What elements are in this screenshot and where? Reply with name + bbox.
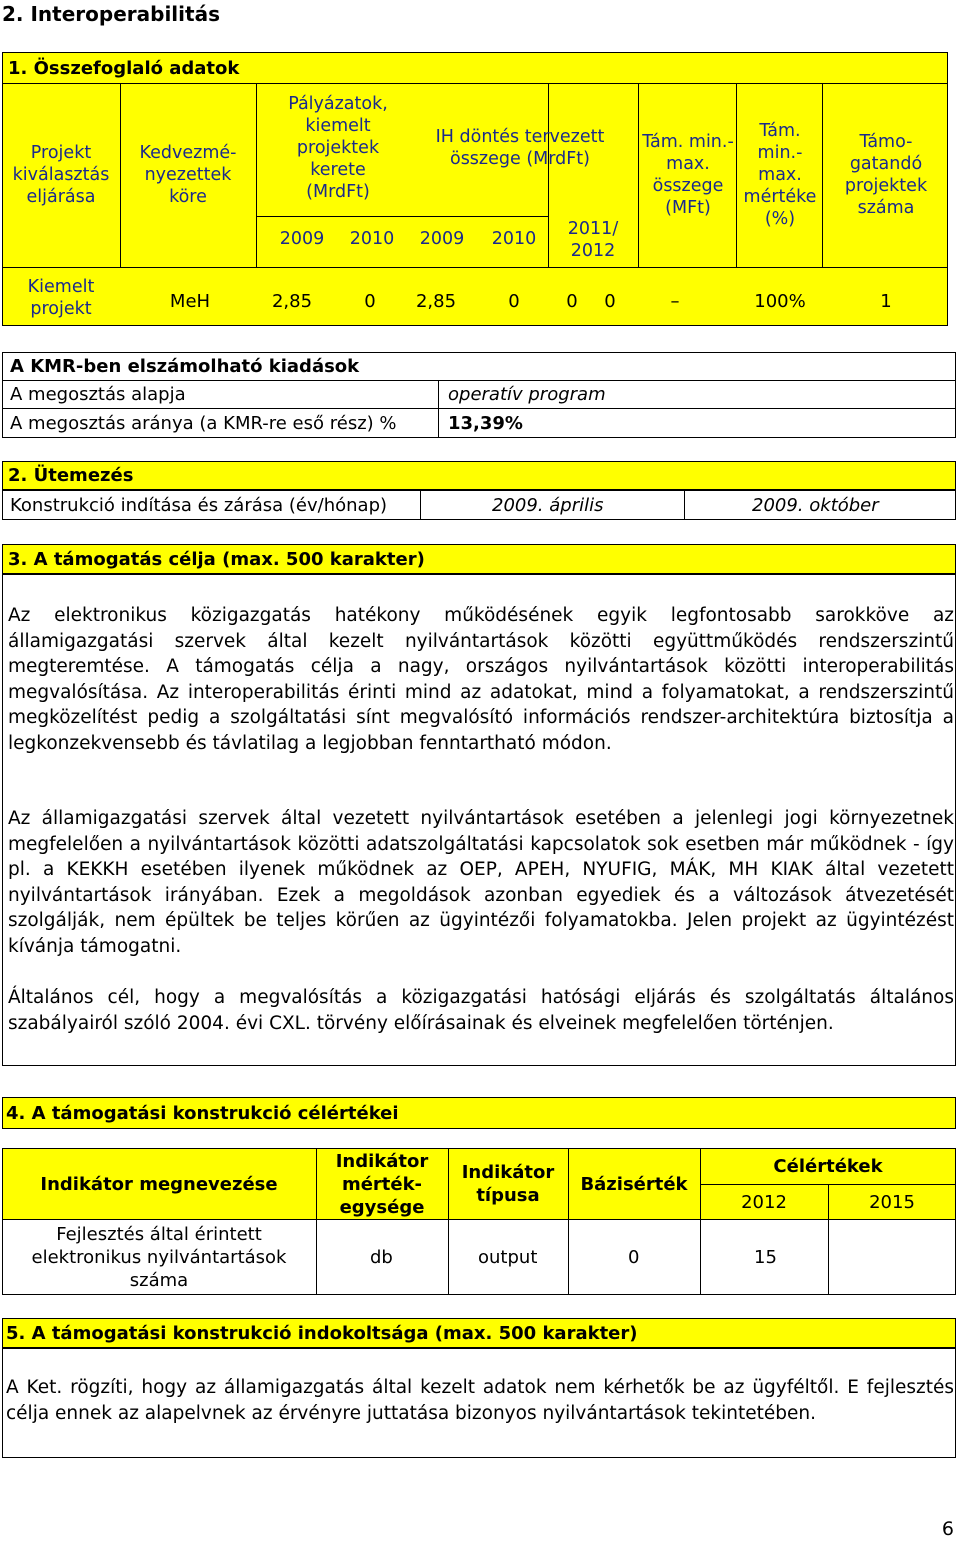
kmr-ratio-value: 13,39% <box>448 412 523 434</box>
kmr-basis-label: A megosztás alapja <box>10 383 186 405</box>
year-frame-2010: 2010 <box>349 229 395 249</box>
row-value-frame-2010: 0 <box>364 290 376 312</box>
kmr-basis-value: operatív program <box>448 383 606 405</box>
kmr-ratio-label: A megosztás aránya (a KMR-re eső rész) % <box>10 412 397 434</box>
page-number: 6 <box>941 1518 954 1540</box>
justification-text: A Ket. rögzíti, hogy az államigazgatás által kezelt adatok nem kérhetők be az ügyféltől. E fejlesztés célja ennek az alapelvnek az érvényre juttatása bizonyos nyilvántartások tekintetében. <box>6 1377 954 1424</box>
header-support-amount: Tám. min.- max. összege (MFt) <box>642 132 734 218</box>
indicator-base-header: Bázisérték <box>580 1173 688 1195</box>
row-rate: 100% <box>754 290 806 312</box>
justification-heading: 5. A támogatási konstrukció indokoltsága (max. 500 karakter) <box>6 1322 638 1344</box>
indicator-row-target-2012: 15 <box>754 1246 777 1268</box>
row-value-frame-2009: 2,85 <box>271 290 313 312</box>
indicator-type-header: Indikátor típusa <box>461 1162 555 1206</box>
goal-heading: 3. A támogatás célja (max. 500 karakter) <box>8 548 425 570</box>
schedule-label: Konstrukció indítása és zárása (év/hónap) <box>10 494 388 516</box>
schedule-start: 2009. április <box>492 494 604 516</box>
row-amount: – <box>670 290 680 312</box>
indicators-heading: 4. A támogatási konstrukció célértékei <box>6 1102 399 1124</box>
goal-paragraph-2: Az államigazgatási szervek által vezetett nyilvántartások esetében a jelenlegi jogi környezetnek megfelelően a nyilvántartások közötti adatszolgáltatási kapcsolatok sok esetben már működnek - így pl. a KEKKH esetében ilyenek működnek az OEP, APEH, NYUFIG, MÁK, MH KIAK által vezetett nyilvántartások irányában. Ezek a megoldások azonban egyediek és a változások átvezetését szolgálják, nem épültek be teljes körűen az ügyintézői folyamatokba. Jelen projekt az ügyintézést kívánja támogatni. <box>8 808 954 957</box>
year-ih-2011-2012: 2011/ 2012 <box>567 219 619 261</box>
indicator-target-year-2012: 2012 <box>741 1191 787 1213</box>
header-support-rate: Tám. min.- max. mértéke (%) <box>743 121 817 229</box>
indicator-row-base: 0 <box>628 1246 640 1268</box>
year-frame-2009: 2009 <box>279 229 325 249</box>
indicator-name-header: Indikátor megnevezése <box>40 1173 278 1195</box>
schedule-end: 2009. október <box>752 494 879 516</box>
indicator-target-header: Célértékek <box>773 1155 883 1177</box>
header-beneficiaries: Kedvezmé- nyezettek köre <box>139 143 237 207</box>
schedule-heading-bar <box>2 461 956 490</box>
indicator-target-year-2015: 2015 <box>869 1191 915 1213</box>
row-value-ih-2009: 2,85 <box>415 290 457 312</box>
kmr-heading: A KMR-ben elszámolható kiadások <box>10 355 360 377</box>
year-ih-2009: 2009 <box>419 229 465 249</box>
page-title: 2. Interoperabilitás <box>2 2 220 26</box>
goal-paragraph-3: Általános cél, hogy a megvalósítás a közigazgatási hatósági eljárás és szolgáltatás általános szabályairól szóló 2004. évi CXL. törvény előírásainak és elveinek megfelelően történjen. <box>8 987 954 1034</box>
header-project-count: Támo- gatandó projektek száma <box>844 132 928 218</box>
indicator-unit-header: Indikátor mérték- egysége <box>335 1150 429 1218</box>
summary-heading: 1. Összefoglaló adatok <box>8 57 240 79</box>
goal-paragraph-1: Az elektronikus közigazgatás hatékony működésének egyik legfontosabb sarokköve az államigazgatási szervek által kezelt nyilvántartások közötti együttműködés rendszerszintű megteremtése. A támogatás célja a nagy, országos nyilvántartások közötti interoperabilitás megvalósítása. Az interoperabilitás érinti mind az adatokat, mind a folyamatokat, a rendszerszintű megközelítést pedig a szolgáltatási sínt megvalósító információs rendszer-architektúra biztosítja a legkonzekvensebb és távlatilag a legjobban fenntartható módon. <box>8 605 954 754</box>
row-beneficiary: MeH <box>169 290 211 312</box>
indicator-row-name: Fejlesztés által érintett elektronikus nyilvántartások száma <box>31 1223 287 1291</box>
row-label-priority-project: Kiemelt projekt <box>27 277 95 319</box>
schedule-heading: 2. Ütemezés <box>8 465 134 486</box>
row-count: 1 <box>880 290 892 312</box>
row-value-ih-2010: 0 <box>508 290 520 312</box>
row-value-ih-2012: 0 <box>604 290 616 312</box>
indicator-row-unit: db <box>370 1246 393 1268</box>
header-frame: Pályázatok, kiemelt projektek kerete (MrdFt) <box>288 94 388 202</box>
header-selection-procedure: Projekt kiválasztás eljárása <box>12 143 110 207</box>
row-value-ih-2011: 0 <box>566 290 578 312</box>
header-ih-decision: IH döntés tervezett összege (MrdFt) <box>435 127 605 169</box>
year-ih-2010: 2010 <box>491 229 537 249</box>
indicator-row-type: output <box>478 1246 538 1268</box>
